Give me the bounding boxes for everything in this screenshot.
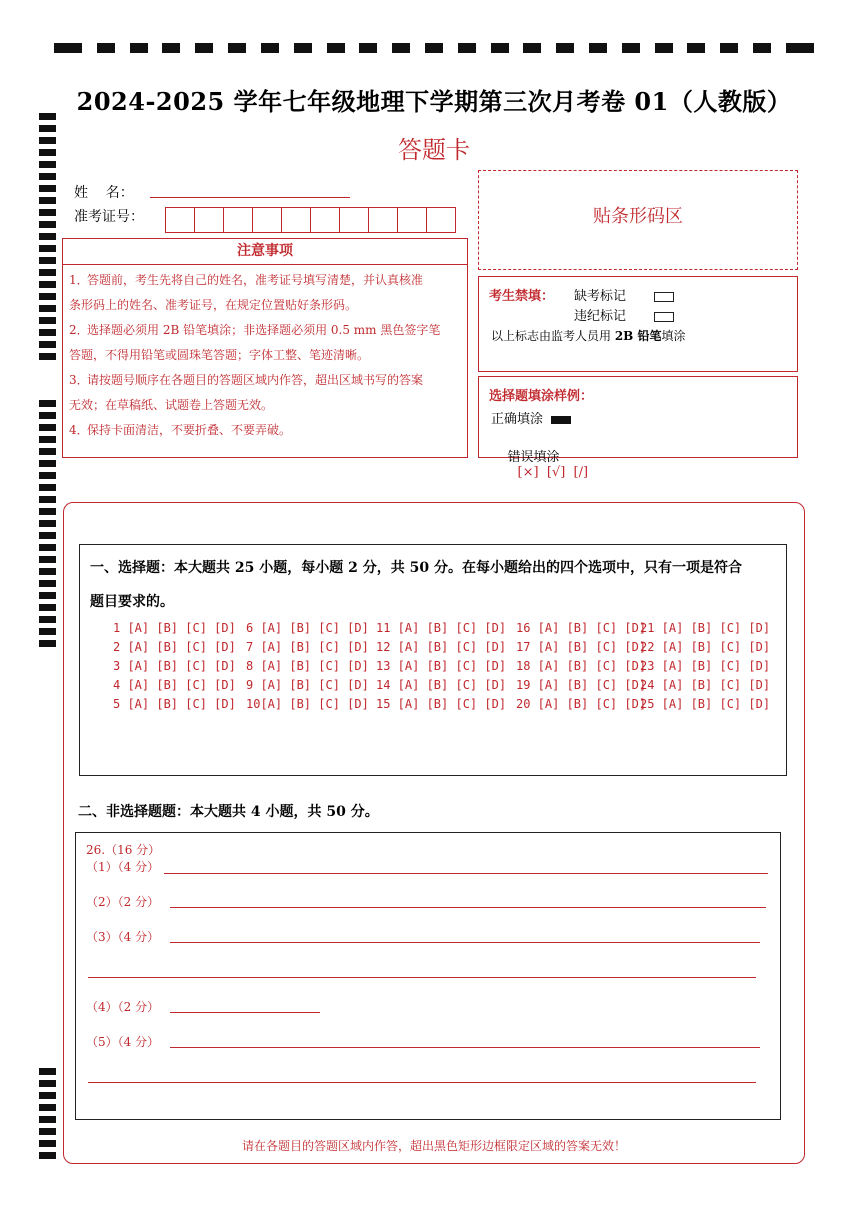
timing-mark xyxy=(39,293,56,300)
nonmc-heading: 二、非选择题题：本大题共 4 小题，共 50 分。 xyxy=(78,804,379,820)
q26-title: 26.（16 分） xyxy=(86,843,161,857)
absent-mark-box[interactable] xyxy=(654,292,674,302)
timing-mark xyxy=(39,412,56,419)
notice-panel xyxy=(62,238,468,458)
mc-question-row[interactable]: 17 [A] [B] [C] [D] xyxy=(516,640,647,654)
mc-question-row[interactable]: 16 [A] [B] [C] [D] xyxy=(516,621,647,635)
timing-mark xyxy=(39,424,56,431)
timing-mark xyxy=(39,568,56,575)
timing-mark xyxy=(359,43,377,53)
timing-mark xyxy=(622,43,640,53)
mc-question-row[interactable]: 22 [A] [B] [C] [D] xyxy=(640,640,771,654)
timing-mark xyxy=(655,43,673,53)
mc-question-row[interactable]: 21 [A] [B] [C] [D] xyxy=(640,621,771,635)
q26-part-1-label: （1）（4 分） xyxy=(86,860,160,874)
barcode-area: 贴条形码区 xyxy=(478,170,798,270)
timing-mark xyxy=(39,628,56,635)
timing-mark xyxy=(39,1068,56,1075)
timing-mark xyxy=(39,245,56,252)
id-digit-box[interactable] xyxy=(311,208,340,232)
mc-question-row[interactable]: 24 [A] [B] [C] [D] xyxy=(640,678,771,692)
id-digit-box[interactable] xyxy=(253,208,282,232)
question-26-answer-box xyxy=(75,832,781,1120)
violation-mark-row xyxy=(574,305,674,324)
q26-part-5-label: （5）（4 分） xyxy=(86,1035,160,1049)
timing-mark xyxy=(195,43,213,53)
wrong-mark-samples: [×] [√] [/] xyxy=(517,465,589,480)
top-timing-marks xyxy=(54,41,814,55)
q26-part-1-answer-line[interactable] xyxy=(164,873,768,874)
notice-item: 1．答题前，考生先将自己的姓名，准考证号填写清楚，并认真核准 xyxy=(69,273,424,287)
forbidden-note: 以上标志由监考人员用 2B 铅笔填涂 xyxy=(491,329,686,343)
timing-mark xyxy=(39,1080,56,1087)
mc-column-3[interactable] xyxy=(376,619,506,714)
id-digit-box[interactable] xyxy=(224,208,253,232)
notice-item-continued: 答题，不得用铅笔或圆珠笔答题；字体工整、笔迹清晰。 xyxy=(69,348,370,362)
timing-mark xyxy=(39,400,56,407)
mc-heading: 一、选择题：本大题共 25 小题，每小题 2 分，共 50 分。在每小题给出的四个选项中，只有一项是符合 题目要求的。 xyxy=(90,560,742,610)
timing-mark xyxy=(392,43,410,53)
timing-mark xyxy=(39,1104,56,1111)
timing-mark xyxy=(39,544,56,551)
notice-item: 2．选择题必须用 2B 铅笔填涂；非选择题必须用 0.5 mm 黑色签字笔 xyxy=(69,323,441,337)
mc-question-row[interactable]: 7 [A] [B] [C] [D] xyxy=(246,640,369,654)
timing-mark xyxy=(39,436,56,443)
timing-mark xyxy=(39,580,56,587)
timing-mark xyxy=(39,640,56,647)
notice-item-continued: 无效；在草稿纸、试题卷上答题无效。 xyxy=(69,398,274,412)
page-title: 2024-2025 学年七年级地理下学期第三次月考卷 01（人教版） xyxy=(76,87,792,116)
violation-mark-box[interactable] xyxy=(654,312,674,322)
mc-question-row[interactable]: 14 [A] [B] [C] [D] xyxy=(376,678,507,692)
name-field[interactable] xyxy=(150,197,350,198)
mc-question-row[interactable]: 8 [A] [B] [C] [D] xyxy=(246,659,369,673)
violation-mark-label: 违纪标记 xyxy=(574,309,627,324)
q26-part-5-answer-line[interactable] xyxy=(170,1047,760,1048)
timing-mark xyxy=(39,556,56,563)
examiner-only-panel xyxy=(478,276,798,372)
mc-question-row[interactable]: 4 [A] [B] [C] [D] xyxy=(113,678,236,692)
fill-example-panel xyxy=(478,376,798,480)
name-label: 姓 名： xyxy=(74,185,134,201)
timing-mark xyxy=(130,43,148,53)
timing-mark xyxy=(261,43,279,53)
timing-mark xyxy=(97,43,115,53)
wrong-fill-label: 错误填涂 xyxy=(507,450,560,465)
q26-part-3-answer-line-2[interactable] xyxy=(88,977,756,978)
mc-question-row[interactable]: 18 [A] [B] [C] [D] xyxy=(516,659,647,673)
id-digit-box[interactable] xyxy=(166,208,195,232)
id-label: 准考证号： xyxy=(74,209,144,225)
timing-mark xyxy=(39,532,56,539)
timing-mark xyxy=(162,43,180,53)
timing-mark xyxy=(39,472,56,479)
mc-question-row[interactable]: 23 [A] [B] [C] [D] xyxy=(640,659,771,673)
timing-mark xyxy=(39,520,56,527)
timing-mark xyxy=(753,43,771,53)
timing-mark xyxy=(54,43,82,53)
id-digit-box[interactable] xyxy=(195,208,224,232)
q26-part-2-answer-line[interactable] xyxy=(170,907,766,908)
q26-part-3-label: （3）（4 分） xyxy=(86,930,160,944)
timing-mark xyxy=(39,281,56,288)
timing-mark xyxy=(39,1128,56,1135)
page-subtitle: 答题卡 xyxy=(398,136,470,164)
timing-mark xyxy=(425,43,443,53)
forbidden-label: 考生禁填： xyxy=(489,289,555,304)
timing-mark xyxy=(327,43,345,53)
timing-mark xyxy=(458,43,476,53)
filled-mark-sample xyxy=(551,416,571,424)
timing-mark xyxy=(39,269,56,276)
mc-question-row[interactable]: 19 [A] [B] [C] [D] xyxy=(516,678,647,692)
absent-mark-label: 缺考标记 xyxy=(574,289,627,304)
timing-mark xyxy=(39,484,56,491)
timing-mark xyxy=(491,43,509,53)
absent-mark-row xyxy=(574,285,674,304)
id-digit-box[interactable] xyxy=(282,208,311,232)
notice-item: 4．保持卡面清洁，不要折叠、不要弄破。 xyxy=(69,423,292,437)
timing-mark xyxy=(39,329,56,336)
mc-column-2[interactable] xyxy=(246,619,369,714)
timing-mark xyxy=(39,209,56,216)
mc-column-1[interactable] xyxy=(113,619,236,714)
timing-mark xyxy=(39,1092,56,1099)
timing-mark xyxy=(720,43,738,53)
example-heading: 选择题填涂样例： xyxy=(489,389,594,404)
timing-mark xyxy=(39,496,56,503)
mc-column-5[interactable] xyxy=(640,619,770,714)
timing-mark xyxy=(523,43,541,53)
timing-mark xyxy=(589,43,607,53)
q26-part-3-answer-line[interactable] xyxy=(170,942,760,943)
timing-mark xyxy=(786,43,814,53)
timing-mark xyxy=(228,43,246,53)
id-number-boxes[interactable] xyxy=(165,207,456,233)
notice-item: 3．请按题号顺序在各题目的答题区域内作答，超出区域书写的答案 xyxy=(69,373,424,387)
side-timing-marks-middle xyxy=(39,400,56,647)
q26-part-4-label: （4）（2 分） xyxy=(86,1000,160,1014)
multiple-choice-section xyxy=(79,544,787,776)
timing-mark xyxy=(39,305,56,312)
q26-part-4-answer-line[interactable] xyxy=(170,1012,320,1013)
answer-area-footnote: 请在各题目的答题区域内作答，超出黑色矩形边框限定区域的答案无效！ xyxy=(241,1139,626,1153)
id-digit-box[interactable] xyxy=(427,208,455,232)
mc-question-row[interactable]: 3 [A] [B] [C] [D] xyxy=(113,659,236,673)
timing-mark xyxy=(39,592,56,599)
notice-heading: 注意事项 xyxy=(63,239,467,265)
timing-mark xyxy=(39,353,56,360)
timing-mark xyxy=(39,233,56,240)
q26-part-5-answer-line-2[interactable] xyxy=(88,1082,756,1083)
timing-mark xyxy=(39,460,56,467)
mc-question-row[interactable]: 11 [A] [B] [C] [D] xyxy=(376,621,507,635)
mc-question-row[interactable]: 15 [A] [B] [C] [D] xyxy=(376,697,507,711)
mc-question-row[interactable]: 12 [A] [B] [C] [D] xyxy=(376,640,507,654)
id-digit-box[interactable] xyxy=(369,208,398,232)
mc-question-row[interactable]: 6 [A] [B] [C] [D] xyxy=(246,621,369,635)
timing-mark xyxy=(687,43,705,53)
timing-mark xyxy=(39,604,56,611)
correct-example-row xyxy=(491,408,571,427)
wrong-example-row xyxy=(491,431,588,495)
timing-mark xyxy=(39,1116,56,1123)
timing-mark xyxy=(39,508,56,515)
mc-column-4[interactable] xyxy=(516,619,646,714)
id-digit-box[interactable] xyxy=(398,208,427,232)
notice-item-continued: 条形码上的姓名、准考证号，在规定位置贴好条形码。 xyxy=(69,298,358,312)
mc-question-row[interactable]: 2 [A] [B] [C] [D] xyxy=(113,640,236,654)
timing-mark xyxy=(39,197,56,204)
timing-mark xyxy=(556,43,574,53)
timing-mark xyxy=(39,221,56,228)
mc-question-row[interactable]: 10[A] [B] [C] [D] xyxy=(246,697,369,711)
timing-mark xyxy=(39,317,56,324)
mc-question-row[interactable]: 13 [A] [B] [C] [D] xyxy=(376,659,507,673)
timing-mark xyxy=(39,341,56,348)
correct-fill-label: 正确填涂 xyxy=(491,412,544,427)
timing-mark xyxy=(39,616,56,623)
timing-mark xyxy=(39,185,56,192)
mc-question-row[interactable]: 20 [A] [B] [C] [D] xyxy=(516,697,647,711)
timing-mark xyxy=(39,173,56,180)
timing-mark xyxy=(294,43,312,53)
mc-question-row[interactable]: 9 [A] [B] [C] [D] xyxy=(246,678,369,692)
q26-part-2-label: （2）（2 分） xyxy=(86,895,160,909)
mc-question-row[interactable]: 5 [A] [B] [C] [D] xyxy=(113,697,236,711)
mc-question-row[interactable]: 1 [A] [B] [C] [D] xyxy=(113,621,236,635)
timing-mark xyxy=(39,257,56,264)
mc-question-row[interactable]: 25 [A] [B] [C] [D] xyxy=(640,697,771,711)
timing-mark xyxy=(39,448,56,455)
id-digit-box[interactable] xyxy=(340,208,369,232)
